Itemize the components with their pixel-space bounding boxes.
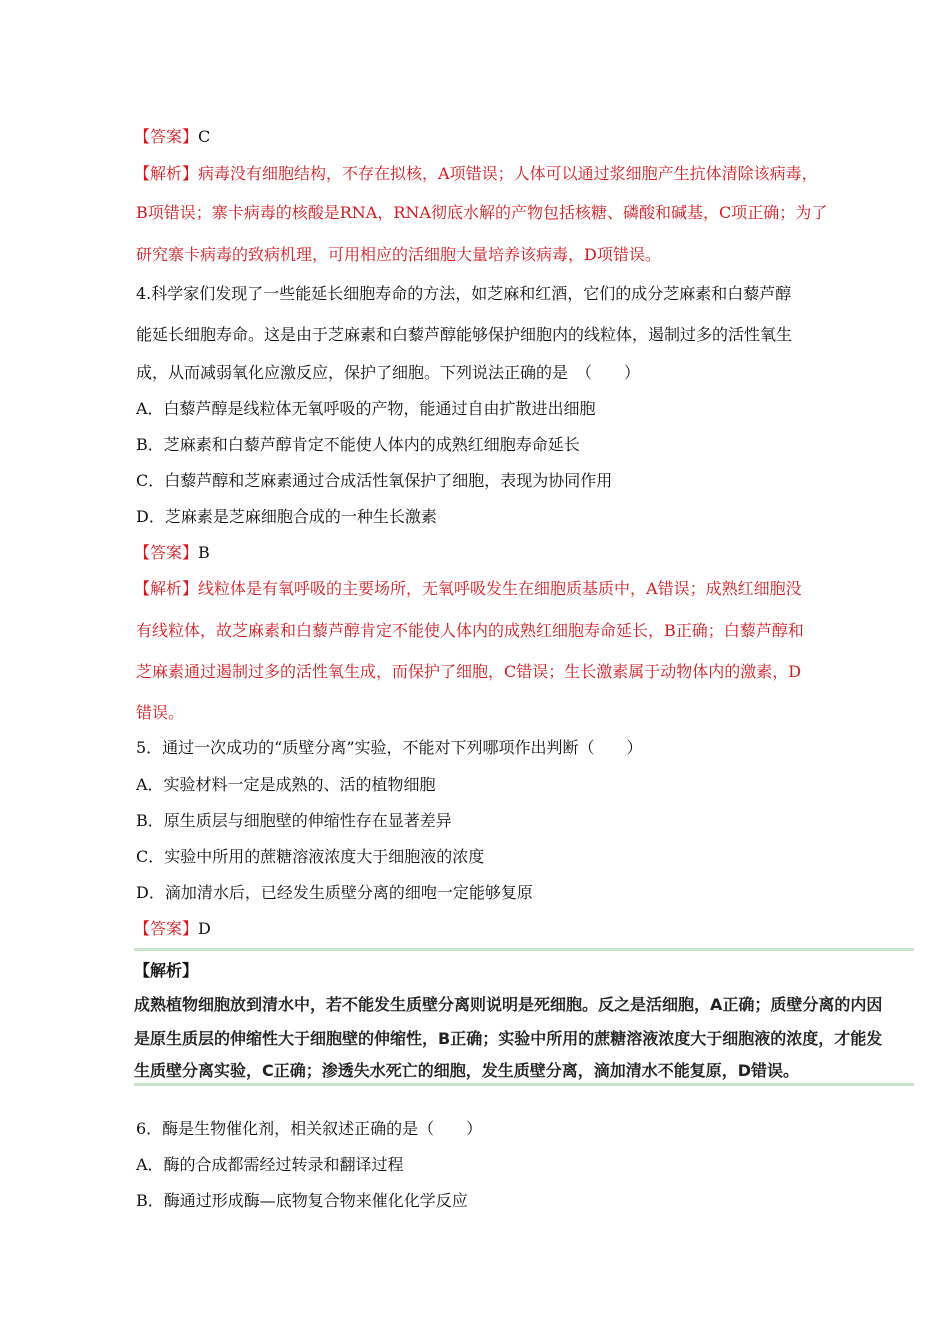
q5-answer — [134, 918, 211, 940]
answer-tag: 【答案】 — [134, 127, 199, 146]
explanation-tag: 【解析】 — [134, 579, 199, 598]
q5-explanation-inset — [134, 948, 914, 1086]
answer-tag: 【答案】 — [134, 919, 199, 938]
q3-explanation-line-1 — [134, 163, 818, 185]
inset-top-border — [134, 948, 914, 951]
q5-option-a: A．实验材料一定是成熟的、活的植物细胞 — [136, 775, 436, 794]
q5-option-d: D．滴加清水后，已经发生质壁分离的细咆一定能够复原 — [136, 883, 533, 902]
q4-option-c: C．白藜芦醇和芝麻素通过合成活性氧保护了细胞，表现为协同作用 — [136, 471, 613, 490]
explanation-text: 线粒体是有氧呼吸的主要场所，无氧呼吸发生在细胞质基质中，A错误；成熟红细胞没 — [198, 579, 802, 598]
q3-answer — [134, 126, 210, 148]
q5-option-b: B．原生质层与细胞壁的伸缩性存在显著差异 — [136, 811, 452, 830]
q5-explanation-line-3: 生质壁分离实验，C正确；渗透失水死亡的细胞，发生质壁分离，滴加清水不能复原，D错误。 — [134, 1061, 800, 1080]
q4-explanation-line-1 — [134, 578, 802, 600]
q3-explanation-line-2: B项错误；寨卡病毒的核酸是RNA，RNA彻底水解的产物包括核糖、磷酸和碱基，C项正确；为了 — [136, 203, 828, 222]
q4-answer — [134, 542, 210, 564]
answer-value: C — [198, 127, 211, 146]
q4-explanation-line-4: 错误。 — [136, 703, 185, 722]
q5-stem: 5．通过一次成功的“质壁分离”实验，不能对下列哪项作出判断（ ） — [136, 738, 643, 757]
q4-option-d: D．芝麻素是芝麻细胞合成的一种生长激素 — [136, 507, 437, 526]
explanation-text: 病毒没有细胞结构，不存在拟核，A项错误；人体可以通过浆细胞产生抗体清除该病毒， — [198, 164, 818, 183]
q4-stem-line-2: 能延长细胞寿命。这是由于芝麻素和白藜芦醇能够保护细胞内的线粒体，遏制过多的活性氧生 — [136, 325, 793, 344]
q4-option-b: B．芝麻素和白藜芦醇肯定不能使人体内的成熟红细胞寿命延长 — [136, 435, 580, 454]
answer-tag: 【答案】 — [134, 543, 199, 562]
inset-bottom-border — [134, 1083, 914, 1086]
q5-explanation-line-2: 是原生质层的伸缩性大于细胞壁的伸缩性，B正确；实验中所用的蔗糖溶液浓度大于细胞液的浓度，才能发 — [134, 1029, 883, 1048]
q5-option-c: C．实验中所用的蔗糖溶液浓度大于细胞液的浓度 — [136, 847, 485, 866]
q4-stem-line-1: 4.科学家们发现了一些能延长细胞寿命的方法，如芝麻和红酒，它们的成分芝麻素和白藜芦醇 — [136, 284, 792, 303]
q6-stem: 6．酶是生物催化剂，相关叙述正确的是（ ） — [136, 1119, 483, 1138]
q6-option-b: B．酶通过形成酶—底物复合物来催化化学反应 — [136, 1191, 468, 1210]
answer-value: D — [198, 919, 211, 938]
q4-option-a: A．白藜芦醇是线粒体无氧呼吸的产物，能通过自由扩散进出细胞 — [136, 399, 596, 418]
q6-option-a: A．酶的合成都需经过转录和翻译过程 — [136, 1155, 404, 1174]
explanation-label: 【解析】 — [134, 961, 199, 980]
q4-explanation-line-3: 芝麻素通过遏制过多的活性氧生成，而保护了细胞，C错误；生长激素属于动物体内的激素，D — [136, 662, 802, 681]
explanation-tag: 【解析】 — [134, 164, 199, 183]
q4-stem-line-3: 成，从而减弱氧化应激反应，保护了细胞。下列说法正确的是 （ ） — [136, 363, 641, 382]
q5-explanation-line-1: 成熟植物细胞放到清水中，若不能发生质壁分离则说明是死细胞。反之是活细胞，A正确；质壁分离的内因 — [134, 995, 883, 1014]
q4-explanation-line-2: 有线粒体，故芝麻素和白藜芦醇肯定不能使人体内的成熟红细胞寿命延长，B正确；白藜芦醇和 — [136, 621, 804, 640]
q3-explanation-line-3: 研究寨卡病毒的致病机理，可用相应的活细胞大量培养该病毒，D项错误。 — [136, 245, 661, 264]
answer-value: B — [198, 543, 210, 562]
